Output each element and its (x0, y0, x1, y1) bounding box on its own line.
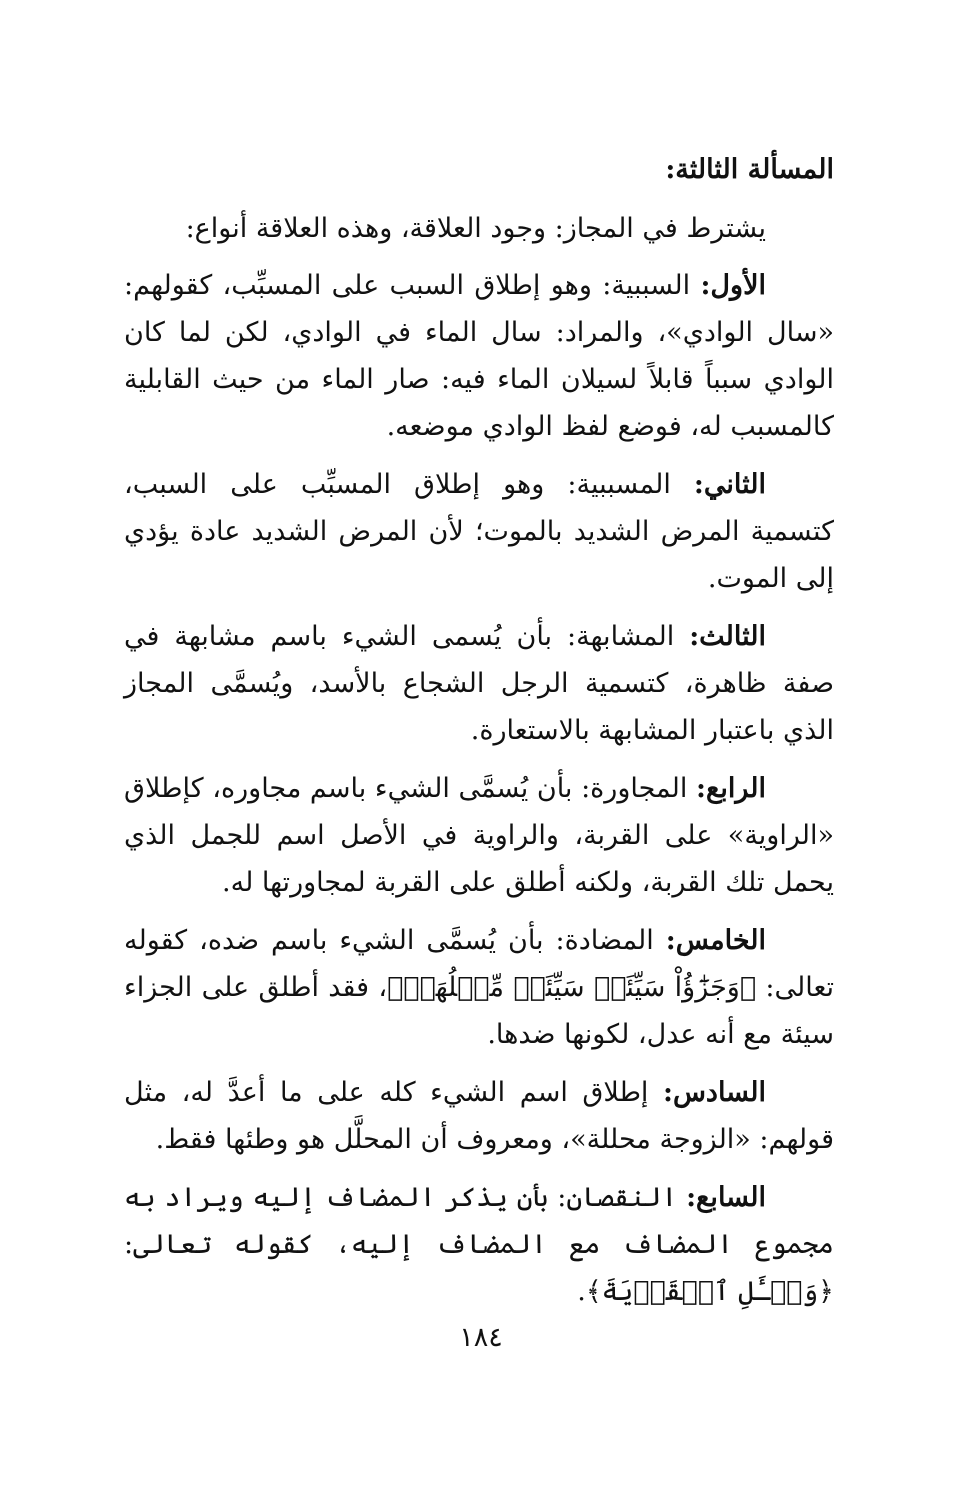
page-number: ١٨٤ (459, 1322, 503, 1353)
paragraph-text: ، فقد أطلق على الجزاء سيئة مع أنه عدل، لكونها ضدها. (124, 972, 834, 1050)
paragraph-text: المسببية: وهو إطلاق المسبِّب على السبب، كتسمية المرض الشديد بالموت؛ لأن المرض الشديد عادة يؤدي إلى الموت. (124, 469, 834, 594)
text-block (124, 146, 834, 1326)
paragraph-term: الثاني: (693, 469, 766, 500)
paragraph-term: الأول: (700, 270, 766, 301)
paragraph-text: المشابهة: بأن يُسمى الشيء باسم مشابهة في صفة ظاهرة، كتسمية الرجل الشجاع بالأسد، ويُسمَّى المجاز الذي باعتبار المشابهة بالاستعارة. (124, 621, 834, 746)
paragraph-term: السابع: (686, 1182, 766, 1213)
section-heading: المسألة الثالثة: (665, 154, 834, 185)
paragraph-term: الثالث: (689, 621, 766, 652)
paragraph-seventh (124, 1174, 834, 1315)
paragraph-term: الخامس: (665, 925, 766, 956)
paragraph-text: . (577, 1276, 586, 1307)
intro-paragraph: يشترط في المجاز: وجود العلاقة، وهذه العلاقة أنواع: (185, 213, 766, 244)
paragraph-text: إطلاق اسم الشيء كله على ما أعدَّ له، مثل قولهم: «الزوجة محللة»، ومعروف أن المحلَّل هو وطئها فقط. (124, 1077, 834, 1155)
paragraph-text: المجاورة: بأن يُسمَّى الشيء باسم مجاوره، كإطلاق «الراوية» على القربة، والراوية في الأصل اسم للجمل الذي يحمل تلك القربة، ولكنه أطلق على القربة لمجاورتها له. (124, 773, 834, 898)
paragraph-second (124, 461, 834, 602)
paragraph-sixth (124, 1069, 834, 1163)
paragraph-first (124, 262, 834, 450)
quran-verse: ﴿وَسۡـَٔلِ ٱلۡقَرۡيَةَ﴾ (585, 1276, 834, 1307)
paragraph-text: المضادة: بأن يُسمَّى الشيء باسم ضده، كقوله تعالى: (124, 925, 834, 1003)
paragraph-third (124, 613, 834, 754)
paragraph-text: النقصان: بأن يذكر المضاف إليه ويراد به مجموع المضاف مع المضاف إليه، كقوله تعالى: (124, 1182, 834, 1260)
paragraph-text: السببية: وهو إطلاق السبب على المسبِّب، كقولهم: «سال الوادي»، والمراد: سال الماء في الوادي، لكن لما كان الوادي سبباً قابلاً لسيلان الماء فيه: صار الماء من حيث القابلية كالمسبب له، فوضع لفظ الوادي موضعه. (124, 270, 834, 442)
quran-verse: ﴿وَجَزَٰٓؤُاْ سَيِّئَةٖ سَيِّئَةٞ مِّثۡلُهَاۖ﴾ (387, 972, 757, 1003)
paragraph-fifth (124, 917, 834, 1058)
paragraph-fourth (124, 765, 834, 906)
paragraph-term: السادس: (663, 1077, 766, 1108)
paragraph-term: الرابع: (696, 773, 766, 804)
